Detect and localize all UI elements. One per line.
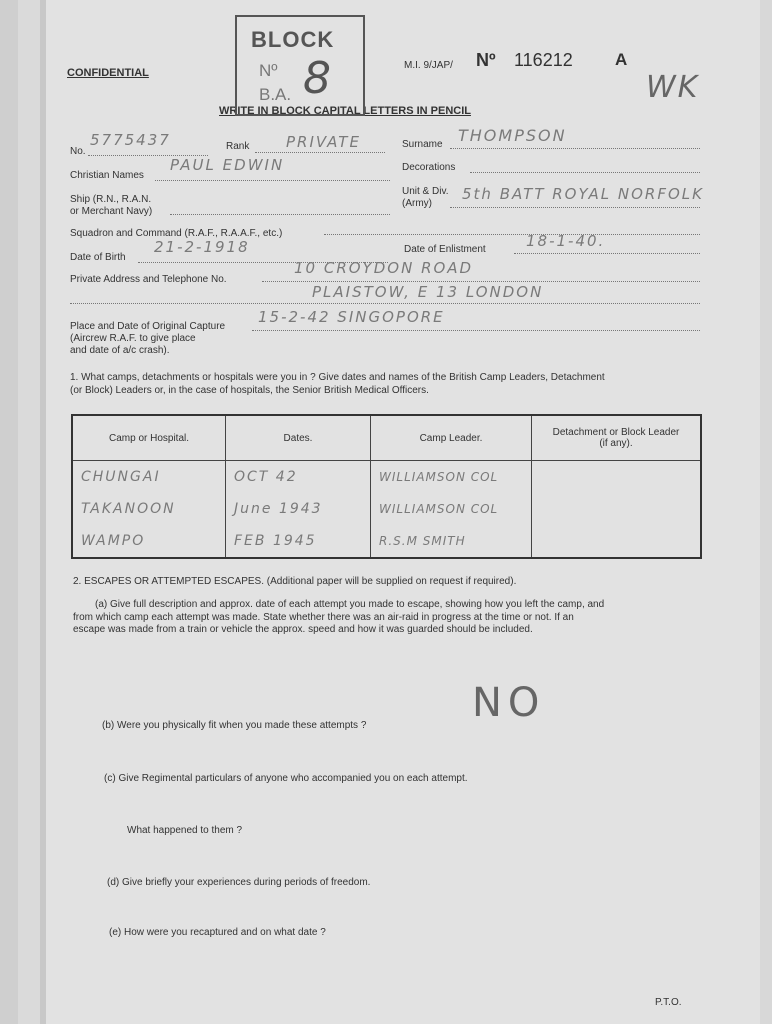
- unit-label-2: (Army): [402, 198, 432, 209]
- detachment-leader: [532, 525, 702, 558]
- date-of-enlistment-label: Date of Enlistment: [404, 244, 486, 255]
- block-stamp: [235, 15, 365, 116]
- instruction-text: WRITE IN BLOCK CAPITAL LETTERS IN PENCIL: [219, 105, 471, 117]
- camp-dates: FEB 1945: [226, 525, 371, 558]
- camp-dates: June 1943: [226, 493, 371, 525]
- decorations-label: Decorations: [402, 162, 456, 173]
- address-line-1: 10 CROYDON ROAD: [294, 259, 474, 277]
- form-suffix: A: [615, 50, 628, 69]
- page-binding-edge: [40, 0, 46, 1024]
- stamp-title: BLOCK: [251, 27, 335, 52]
- camp-name: CHUNGAI: [72, 461, 226, 494]
- camp-dates: OCT 42: [226, 461, 371, 494]
- form-number: 116212: [514, 50, 573, 70]
- unit-value: 5th BATT ROYAL NORFOLK: [462, 185, 704, 203]
- unit-label-1: Unit & Div.: [402, 186, 449, 197]
- surname-label: Surname: [402, 139, 443, 150]
- question-2a-line-1: (a) Give full description and approx. date of each attempt you made to escape, showing how you left the camp, and: [95, 599, 605, 610]
- detachment-leader: [532, 461, 702, 494]
- handwritten-initials: WK: [646, 70, 700, 105]
- number-prefix: Nº: [476, 50, 496, 70]
- question-1-line-2: (or Block) Leaders or, in the case of hospitals, the Senior British Medical Officers.: [70, 385, 429, 396]
- ship-label-2: or Merchant Navy): [70, 206, 153, 217]
- address-line-2: PLAISTOW, E 13 LONDON: [312, 283, 544, 301]
- form-page: [40, 0, 760, 1024]
- christian-names-value: PAUL EDWIN: [170, 156, 285, 174]
- confidential-label: CONFIDENTIAL: [67, 67, 149, 79]
- camp-leader: WILLIAMSON COL: [371, 493, 532, 525]
- capture-value: 15-2-42 SINGOPORE: [258, 308, 445, 326]
- date-of-birth-label: Date of Birth: [70, 252, 126, 263]
- table-row: [72, 525, 701, 558]
- date-of-enlistment-value: 18-1-40.: [526, 232, 606, 250]
- camps-table: [71, 414, 702, 559]
- reference-code: M.I. 9/JAP/: [404, 60, 453, 71]
- surname-value: THOMPSON: [458, 126, 567, 145]
- question-2a-line-2: from which camp each attempt was made. State whether there was an air-raid in progress at the time or not. If an: [73, 612, 574, 623]
- table-row: [72, 493, 701, 525]
- rank-label: Rank: [226, 141, 250, 152]
- header-dates: Dates.: [226, 415, 371, 461]
- pto-label: P.T.O.: [655, 997, 682, 1008]
- question-2-title: 2. ESCAPES OR ATTEMPTED ESCAPES. (Additional paper will be supplied on request if required).: [73, 576, 517, 587]
- squadron-label: Squadron and Command (R.A.F., R.A.A.F., etc.): [70, 228, 283, 239]
- header-detachment-leader: Detachment or Block Leader (if any).: [532, 415, 702, 461]
- christian-names-label: Christian Names: [70, 170, 144, 181]
- detachment-leader: [532, 493, 702, 525]
- date-of-birth-value: 21-2-1918: [154, 238, 250, 256]
- service-number-value: 5775437: [90, 131, 171, 149]
- capture-label-2: (Aircrew R.A.F. to give place: [70, 333, 196, 344]
- question-2a-line-3: escape was made from a train or vehicle the approx. speed and how it was guarded should be included.: [73, 624, 533, 635]
- question-2d: (d) Give briefly your experiences during periods of freedom.: [107, 877, 371, 888]
- stamp-handwritten-mark: 8: [303, 53, 333, 104]
- question-2b: (b) Were you physically fit when you made these attempts ?: [102, 720, 367, 731]
- stamp-ba-label: B.A.: [259, 85, 292, 104]
- header-camp-leader: Camp Leader.: [371, 415, 532, 461]
- no-label: No.: [70, 146, 86, 157]
- stamp-number-label: Nº: [259, 61, 278, 80]
- question-2c: (c) Give Regimental particulars of anyone who accompanied you on each attempt.: [104, 773, 468, 784]
- address-label: Private Address and Telephone No.: [70, 274, 227, 285]
- question-2e: (e) How were you recaptured and on what date ?: [109, 927, 326, 938]
- camps-table-header: [72, 415, 701, 461]
- camp-leader: R.S.M SMITH: [371, 525, 532, 558]
- camp-leader: WILLIAMSON COL: [371, 461, 532, 494]
- question-2c-followup: What happened to them ?: [127, 825, 243, 836]
- rank-value: PRIVATE: [286, 133, 361, 151]
- table-row: [72, 461, 701, 494]
- question-1-line-1: 1. What camps, detachments or hospitals were you in ? Give dates and names of the British Camp Leaders, Detachment: [70, 372, 605, 383]
- capture-label-1: Place and Date of Original Capture: [70, 321, 226, 332]
- camp-name: WAMPO: [72, 525, 226, 558]
- camp-name: TAKANOON: [72, 493, 226, 525]
- ship-label-1: Ship (R.N., R.A.N.: [70, 194, 152, 205]
- header-camp: Camp or Hospital.: [72, 415, 226, 461]
- capture-label-3: and date of a/c crash).: [70, 345, 170, 356]
- escape-answer: NO: [472, 680, 546, 726]
